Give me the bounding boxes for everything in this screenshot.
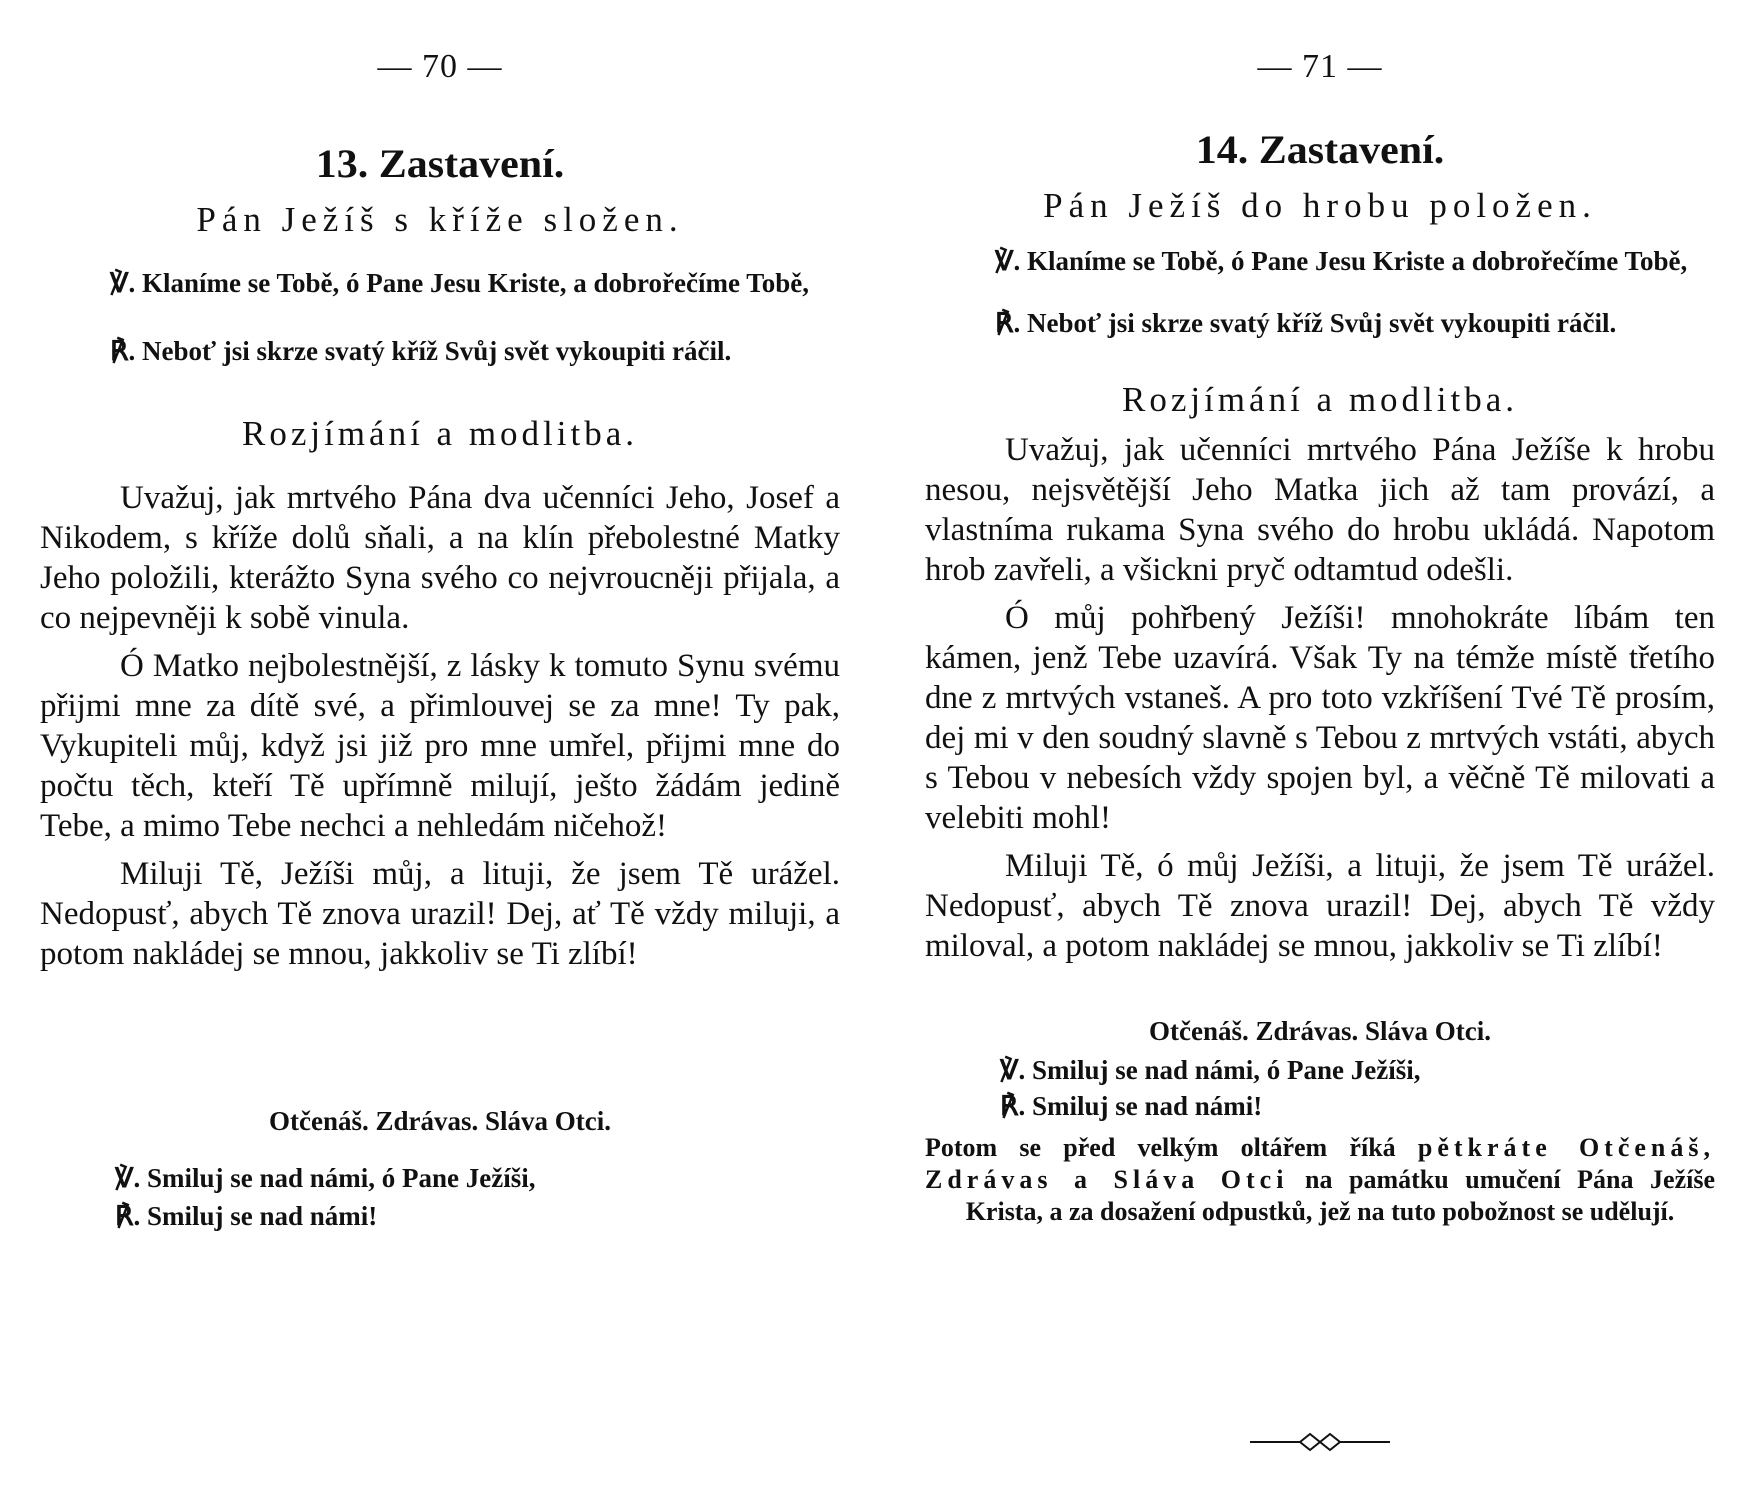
closing-note [925,1132,1715,1228]
response-symbol: ℟. [1000,1091,1026,1121]
versicle-text: Klaníme se Tobě, ó Pane Jesu Kriste a dobrořečíme Tobě, [1026,246,1688,276]
versicle-symbol: ℣. [1000,1055,1026,1085]
paragraph: Uvažuj, jak mrtvého Pána dva učenníci Jeho, Josef a Nikodem, s kříže dolů sňali, a na klín přebolestné Matky Jeho položili, kterážto Syna svého co nejvroucněji přijala, a co nejpevněji k sobě vinula. [40,480,840,636]
paragraph: Uvažuj, jak učenníci mrtvého Pána Ježíše k hrobu nesou, nejsvětější Jeho Matka jich až tam provází, a vlastníma rukama Syna svého do hrobu ukládá. Napotom hrob zavřeli, a všickni pryč odtamtud odešli. [925,432,1715,588]
note-text: na památku umučení Pána Ježíše Krista, a za dosažení odpustků, jež na tuto pobožnost se udělují. [965,1165,1715,1226]
closing-versicle [115,1160,536,1196]
page-number: — 71 — [1257,48,1383,85]
versicle [40,266,840,300]
versicle-symbol: ℣. [115,1163,141,1193]
paragraph: Miluji Tě, ó můj Ježíši, a lituji, že jsem Tě urážel. Nedopusť, abych Tě znova urazil! Dej, abych Tě vždy miloval, a potom nakládej se mnou, jakkoliv se Ti zlíbí! [925,848,1715,964]
prayers-line: Otčenáš. Zdrávas. Sláva Otci. [1149,1016,1491,1046]
versicle-symbol: ℣. [110,268,136,298]
paragraph: Miluji Tě, Ježíši můj, a lituji, že jsem Tě urážel. Nedopusť, abych Tě znova urazil! Dej, ať Tě vždy miluji, a potom nakládej se mnou, jakkoliv se Ti zlíbí! [40,856,840,972]
station-subtitle: Pán Ježíš s kříže složen. [196,200,684,239]
ornament-divider-icon [925,1430,1715,1459]
response-symbol: ℟. [115,1201,141,1231]
closing-response [115,1198,377,1234]
paragraph: Ó Matko nejbolestnější, z lásky k tomuto Synu svému přijmi mne za dítě své, a přimlouvej se za mne! Ty pak, Vykupiteli můj, když jsi již pro mne umřel, přijmi mne do počtu těch, kteří Tě upřímně milují, ješto žádám jedině Tebe, a mimo Tebe nechci a nehledám ničehož! [40,648,840,844]
station-heading: 13. Zastavení. [315,141,565,186]
closing-versicle-text: Smiluj se nad námi, ó Pane Ježíši, [146,1163,536,1193]
response-text: Neboť jsi skrze svatý kříž Svůj svět vykoupiti ráčil. [141,336,732,366]
versicle-symbol: ℣. [995,246,1021,276]
section-title: Rozjímání a modlitba. [1121,380,1519,419]
station-subtitle: Pán Ježíš do hrobu položen. [1043,186,1597,225]
note-text: Potom se před velkým oltářem říká [925,1133,1396,1162]
closing-response-text: Smiluj se nad námi! [1031,1091,1263,1121]
response [925,306,1715,340]
closing-response [1000,1088,1262,1124]
closing-response-text: Smiluj se nad námi! [146,1201,378,1231]
response-text: Neboť jsi skrze svatý kříž Svůj svět vykoupiti ráčil. [1026,308,1617,338]
left-page [40,0,840,1500]
paragraph: Ó můj pohřbený Ježíši! mnohokráte líbám ten kámen, jenž Tebe uzavírá. Však Ty na témže místě třetího dne z mrtvých vstaneš. A pro toto vzkříšení Tvé Tě prosím, dej mi v den soudný slavně s Tebou z mrtvých vstáti, abych s Tebou v nebesích vždy spojen byl, a věčně Tě milovati a velebiti mohl! [925,600,1715,836]
page-number: — 70 — [377,48,503,85]
versicle-text: Klaníme se Tobě, ó Pane Jesu Kriste, a dobrořečíme Tobě, [141,268,809,298]
closing-versicle-text: Smiluj se nad námi, ó Pane Ježíši, [1031,1055,1421,1085]
note-emphasis: pětkráte Otčenáš, Zdrávas a Sláva Otci [925,1133,1715,1194]
closing-versicle [1000,1052,1421,1088]
section-title: Rozjímání a modlitba. [241,414,639,453]
meditation-text [925,430,1715,966]
meditation-text [40,478,840,974]
prayers-line: Otčenáš. Zdrávas. Sláva Otci. [269,1106,611,1136]
response [40,334,840,368]
response-symbol: ℟. [995,308,1021,338]
versicle [925,244,1715,278]
station-heading: 14. Zastavení. [1195,127,1445,172]
response-symbol: ℟. [110,336,136,366]
right-page [925,0,1715,1500]
